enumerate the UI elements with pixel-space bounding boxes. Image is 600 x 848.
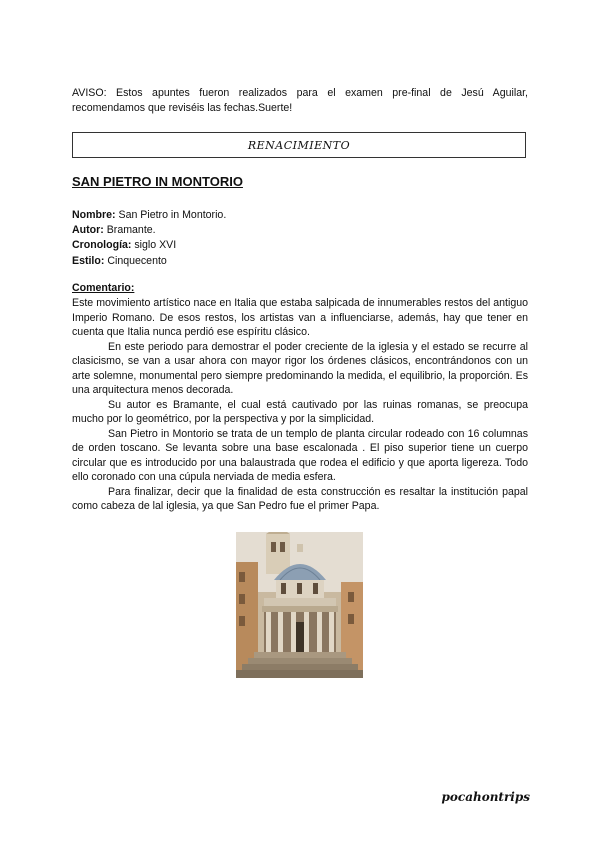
notice-text: AVISO: Estos apuntes fueron realizados para el examen pre-final de Jesú Aguilar, recomendamos que reviséis las fechas.Suerte!: [72, 87, 528, 114]
fact-list: [72, 208, 226, 269]
comment-body: [72, 296, 528, 514]
fact-chronology: [72, 238, 226, 253]
paragraph: Su autor es Bramante, el cual está cautivado por las ruinas romanas, se preocupa mucho por lo geométrico, por la perspectiva y por la simplicidad.: [72, 398, 528, 425]
paragraph: San Pietro in Montorio se trata de un templo de planta circular rodeado con 16 columnas de orden toscano. Se levanta sobre una base escalonada . El piso superior tiene un cuerpo circular que es introducido por una balaustrada que rodea el edificio y que aporta ligereza. Todo ello coronado con una cúpula nerviada de media esfera.: [72, 427, 528, 483]
paragraph: Para finalizar, decir que la finalidad de esta construcción es resaltar la institución papal como cabeza de lal iglesia, ya que San Pedro fue el primer Papa.: [72, 485, 528, 512]
fact-label: Autor:: [72, 224, 104, 237]
comment-heading: Comentario:: [72, 282, 135, 294]
fact-style: [72, 254, 226, 269]
fact-label: Estilo:: [72, 254, 105, 267]
fact-value: siglo XVI: [131, 239, 177, 252]
tempietto-photo: [236, 532, 363, 678]
fact-name: [72, 208, 226, 223]
page-title: SAN PIETRO IN MONTORIO: [72, 174, 243, 189]
signature: pocahontrips: [441, 790, 530, 804]
section-banner: RENACIMIENTO: [72, 132, 526, 158]
paragraph: Este movimiento artístico nace en Italia que estaba salpicada de innumerables restos del antiguo Imperio Romano. De esos restos, los artistas van a influenciarse, además, hay que tener en cuenta que Italia nunca perdió ese espíritu clásico.: [72, 297, 528, 338]
fact-value: Bramante.: [103, 224, 156, 237]
fact-label: Nombre:: [72, 209, 116, 221]
fact-value: San Pietro in Montorio.: [115, 209, 227, 221]
fact-value: Cinquecento: [104, 254, 167, 267]
fact-author: [72, 223, 226, 238]
fact-label: Cronología:: [72, 239, 132, 252]
paragraph: En este periodo para demostrar el poder creciente de la iglesia y el estado se recurre al clasicismo, se van a usar ahora con mayor rigor los órdenes clásicos, encontrándonos con un arte solemne, monumental pero siempre predominando la medida, el equilibrio, la proporción. Es una arquitectura menos decorada.: [72, 340, 528, 396]
